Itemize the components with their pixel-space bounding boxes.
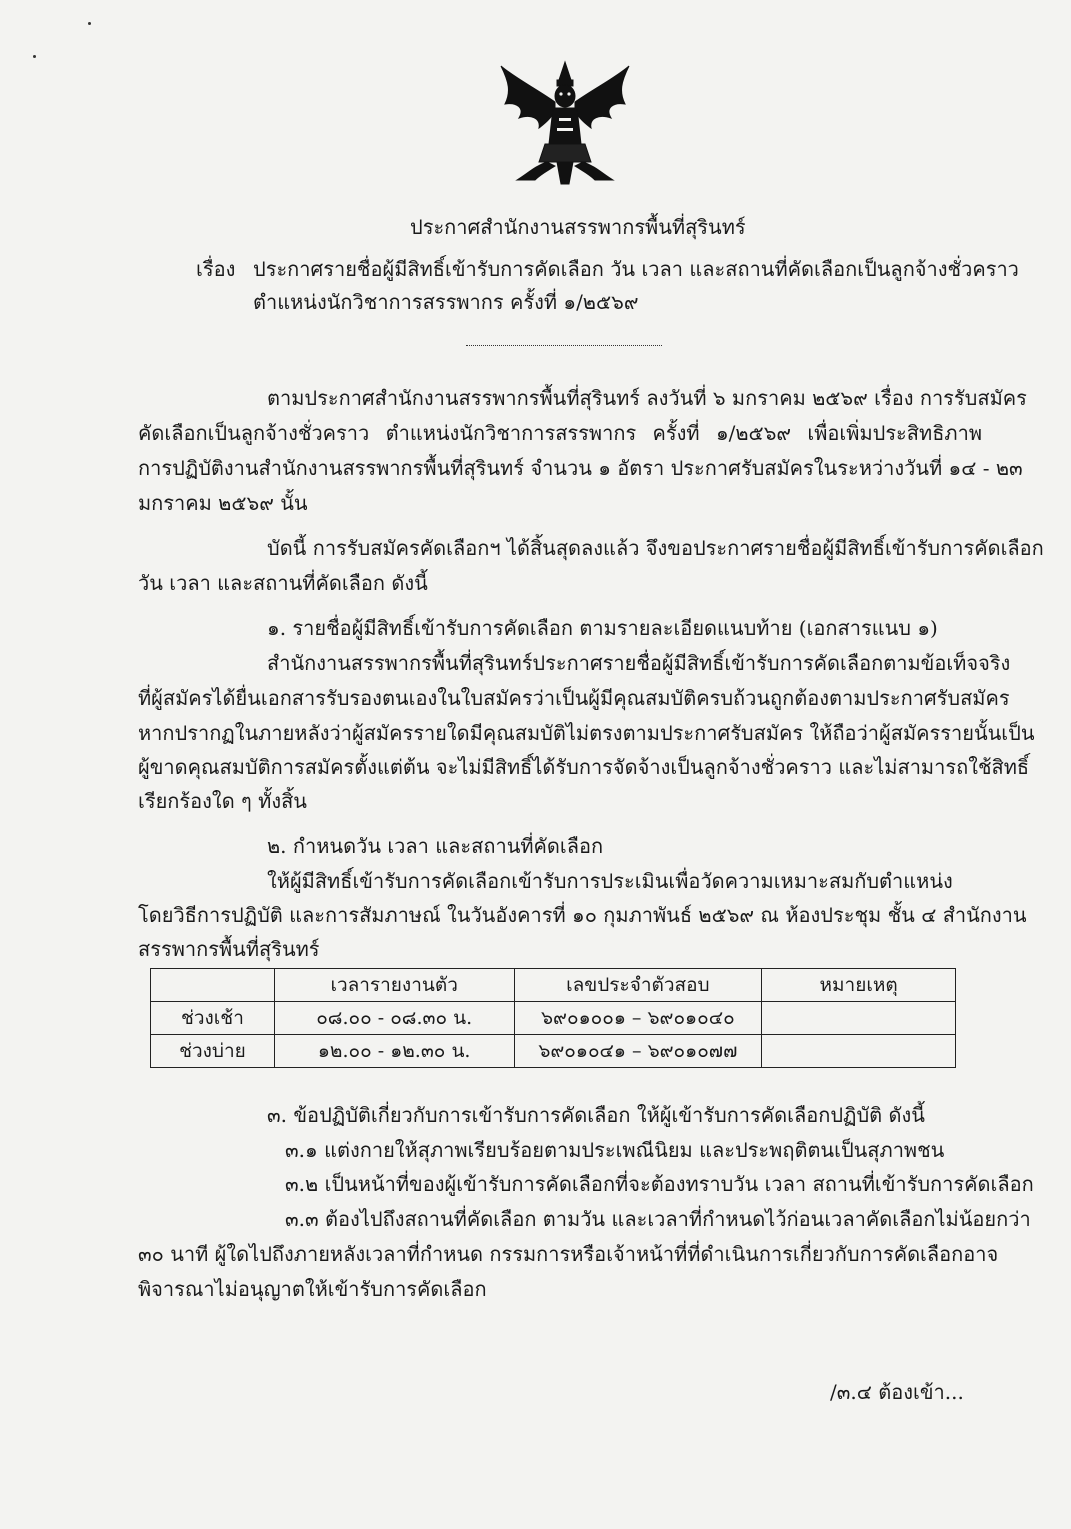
section3-item-2: ๓.๒ เป็นหน้าที่ของผู้เข้ารับการคัดเลือกที่จะต้องทราบวัน เวลา สถานที่เข้ารับการคัดเลือก	[285, 1172, 1034, 1196]
section1-line-3: หากปรากฏในภายหลังว่าผู้สมัครรายใดมีคุณสมบัติไม่ตรงตามประกาศรับสมัคร ให้ถือว่าผู้สมัครรายนั้นเป็น	[138, 721, 1035, 745]
section3-heading: ๓. ข้อปฏิบัติเกี่ยวกับการเข้ารับการคัดเลือก ให้ผู้เข้ารับการคัดเลือกปฏิบัติ ดังนี้	[267, 1103, 925, 1127]
scan-speck	[88, 22, 91, 25]
scan-speck	[33, 55, 36, 58]
section3-item-3-line-1: ๓.๓ ต้องไปถึงสถานที่คัดเลือก ตามวัน และเวลาที่กำหนดไว้ก่อนเวลาคัดเลือกไม่น้อยกว่า	[285, 1207, 1031, 1231]
table-row	[151, 1002, 956, 1035]
subject-line-2: ตำแหน่งนักวิชาการสรรพากร ครั้งที่ ๑/๒๕๖๙	[253, 290, 639, 314]
section3-item-3-line-3: พิจารณาไม่อนุญาตให้เข้ารับการคัดเลือก	[138, 1277, 487, 1301]
table-cell-exam-ids: ๖๙๐๑๐๐๑ – ๖๙๐๑๐๔๐	[514, 1002, 762, 1035]
table-header-row	[151, 969, 956, 1002]
section2-line-2: โดยวิธีการปฏิบัติ และการสัมภาษณ์ ในวันอังคารที่ ๑๐ กุมภาพันธ์ ๒๕๖๙ ณ ห้องประชุม ชั้น ๔ สำนักงาน	[138, 903, 1027, 927]
table-header-cell: หมายเหตุ	[762, 969, 956, 1002]
announcement-title: ประกาศสำนักงานสรรพากรพื้นที่สุรินทร์	[410, 215, 746, 239]
subject-label: เรื่อง	[196, 257, 236, 281]
table-cell-session: ช่วงเช้า	[151, 1002, 275, 1035]
section1-heading: ๑. รายชื่อผู้มีสิทธิ์เข้ารับการคัดเลือก ตามรายละเอียดแนบท้าย (เอกสารแนบ ๑)	[267, 616, 938, 640]
section1-line-5: เรียกร้องใด ๆ ทั้งสิ้น	[138, 789, 307, 813]
table-header-cell: เวลารายงานตัว	[274, 969, 514, 1002]
intro-line-3: การปฏิบัติงานสำนักงานสรรพากรพื้นที่สุรินทร์ จำนวน ๑ อัตรา ประกาศรับสมัครในระหว่างวันที่ ๑๔ - ๒๓	[138, 456, 1023, 480]
para2-line-2: วัน เวลา และสถานที่คัดเลือก ดังนี้	[138, 571, 428, 595]
table-cell-session: ช่วงบ่าย	[151, 1035, 275, 1068]
table-row	[151, 1035, 956, 1068]
table-cell-remark	[762, 1002, 956, 1035]
section2-line-1: ให้ผู้มีสิทธิ์เข้ารับการคัดเลือกเข้ารับการประเมินเพื่อวัดความเหมาะสมกับตำแหน่ง	[267, 869, 953, 893]
table-cell-time: ๑๒.๐๐ - ๑๒.๓๐ น.	[274, 1035, 514, 1068]
intro-line-2: คัดเลือกเป็นลูกจ้างชั่วคราว ตำแหน่งนักวิชาการสรรพากร ครั้งที่ ๑/๒๕๖๙ เพื่อเพิ่มประสิทธิภาพ	[138, 421, 982, 445]
section2-heading: ๒. กำหนดวัน เวลา และสถานที่คัดเลือก	[267, 834, 604, 858]
intro-line-4: มกราคม ๒๕๖๙ นั้น	[138, 491, 308, 515]
intro-line-1: ตามประกาศสำนักงานสรรพากรพื้นที่สุรินทร์ ลงวันที่ ๖ มกราคม ๒๕๖๙ เรื่อง การรับสมัคร	[267, 386, 1027, 410]
section1-line-4: ผู้ขาดคุณสมบัติการสมัครตั้งแต่ต้น จะไม่มีสิทธิ์ได้รับการจัดจ้างเป็นลูกจ้างชั่วคราว และไม่สามารถใช้สิทธิ์	[138, 755, 1030, 779]
table-cell-exam-ids: ๖๙๐๑๐๔๑ – ๖๙๐๑๐๗๗	[514, 1035, 762, 1068]
section2-line-3: สรรพากรพื้นที่สุรินทร์	[138, 937, 320, 961]
table-cell-time: ๐๘.๐๐ - ๐๘.๓๐ น.	[274, 1002, 514, 1035]
section3-item-3-line-2: ๓๐ นาที ผู้ใดไปถึงภายหลังเวลาที่กำหนด กรรมการหรือเจ้าหน้าที่ที่ดำเนินการเกี่ยวกับการคัดเลือกอาจ	[138, 1242, 999, 1266]
section3-item-1: ๓.๑ แต่งกายให้สุภาพเรียบร้อยตามประเพณีนิยม และประพฤติตนเป็นสุภาพชน	[285, 1138, 945, 1162]
table-header-cell	[151, 969, 275, 1002]
section1-line-2: ที่ผู้สมัครได้ยื่นเอกสารรับรองตนเองในใบสมัครว่าเป็นผู้มีคุณสมบัติครบถ้วนถูกต้องตามประกาศรับสมัคร	[138, 686, 1010, 710]
para2-line-1: บัดนี้ การรับสมัครคัดเลือกฯ ได้สิ้นสุดลงแล้ว จึงขอประกาศรายชื่อผู้มีสิทธิ์เข้ารับการคัดเลือก	[267, 536, 1044, 560]
garuda-emblem-icon	[495, 58, 635, 188]
schedule-table	[150, 968, 956, 1068]
continuation-note: /๓.๔ ต้องเข้า...	[830, 1380, 964, 1404]
table-cell-remark	[762, 1035, 956, 1068]
dotted-separator	[466, 345, 662, 346]
subject-line-1: ประกาศรายชื่อผู้มีสิทธิ์เข้ารับการคัดเลือก วัน เวลา และสถานที่คัดเลือกเป็นลูกจ้างชั่วคราว	[253, 257, 1019, 281]
section1-line-1: สำนักงานสรรพากรพื้นที่สุรินทร์ประกาศรายชื่อผู้มีสิทธิ์เข้ารับการคัดเลือกตามข้อเท็จจริง	[267, 651, 1011, 675]
table-header-cell: เลขประจำตัวสอบ	[514, 969, 762, 1002]
